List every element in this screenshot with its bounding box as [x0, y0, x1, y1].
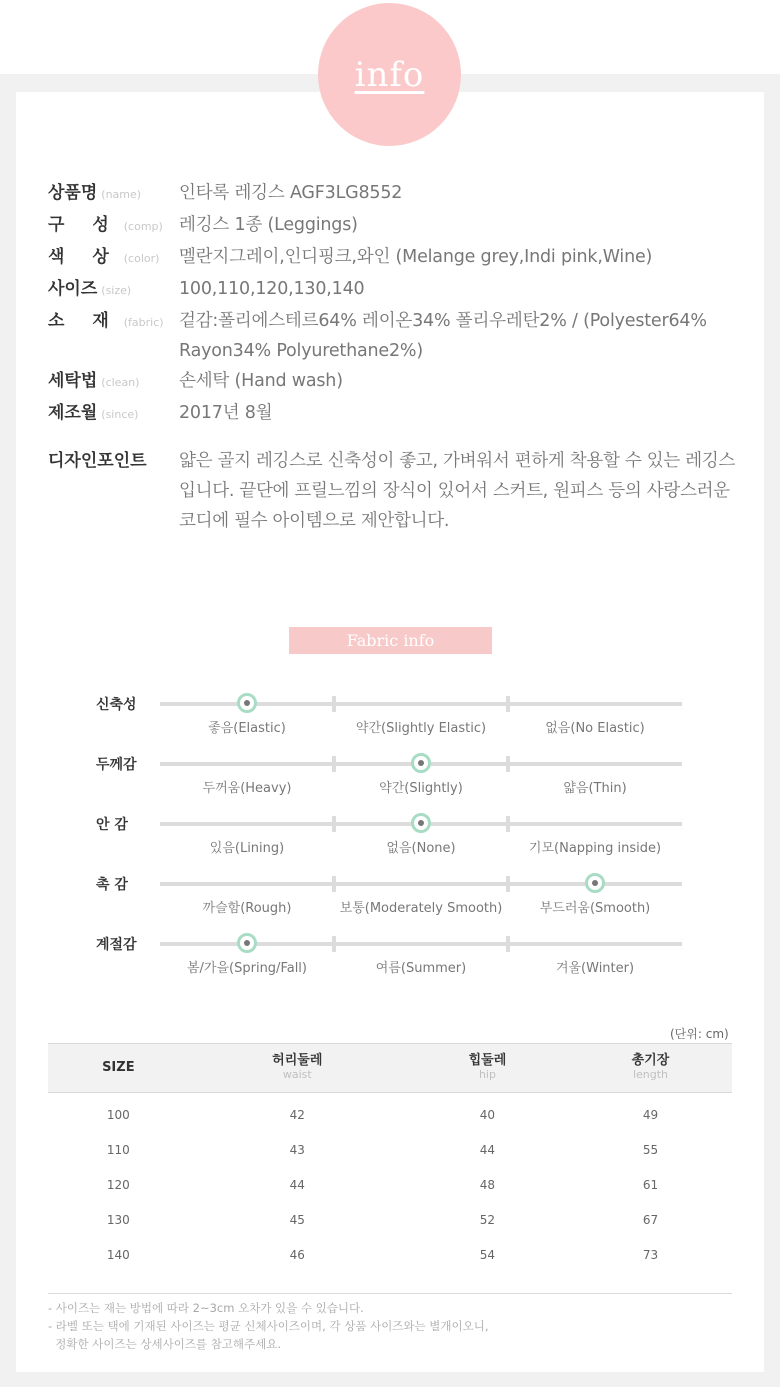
- fabric-option-label: 겨울(Winter): [555, 961, 635, 976]
- table-cell: 42: [289, 1107, 305, 1122]
- spec-row-since: [48, 398, 738, 430]
- spec-row-size: [48, 274, 738, 306]
- spec-key: 제조월: [48, 403, 98, 423]
- header-sub: hip: [478, 1068, 496, 1081]
- table-cell: 130: [106, 1212, 130, 1227]
- spec-key: 소 재: [48, 311, 120, 331]
- table-cell: 44: [289, 1177, 305, 1192]
- fabric-selected-marker: [411, 813, 431, 833]
- size-table: [48, 1043, 732, 1272]
- fabric-row-label: 계절감: [96, 937, 137, 953]
- table-cell: 120: [106, 1177, 130, 1192]
- spec-value: 2017년 8월: [179, 403, 273, 423]
- info-badge-text: info: [354, 54, 425, 95]
- size-unit: (단위: cm): [670, 1027, 729, 1041]
- spec-value: 멜란지그레이,인디핑크,와인 (Melange grey,Indi pink,Wine): [179, 247, 653, 267]
- note-line: - 사이즈는 재는 방법에 따라 2~3cm 오차가 있을 수 있습니다.: [48, 1301, 364, 1315]
- note-line: 정확한 사이즈는 상세사이즈를 참고해주세요.: [48, 1337, 282, 1351]
- fabric-row-label: 안 감: [96, 817, 128, 833]
- fabric-scale-tick: [332, 696, 336, 712]
- spec-key-en: (color): [123, 252, 160, 265]
- spec-key-en: (name): [101, 188, 142, 201]
- fabric-scale-tick: [506, 936, 510, 952]
- fabric-scale-tick: [332, 756, 336, 772]
- size-table-header: [48, 1044, 732, 1093]
- table-cell: 110: [106, 1142, 130, 1157]
- table-cell: 48: [479, 1177, 496, 1192]
- spec-row-fabric: [48, 306, 738, 366]
- fabric-option-label: 까슬함(Rough): [202, 901, 292, 916]
- table-cell: 46: [289, 1247, 305, 1262]
- spec-value: 겉감:폴리에스테르64% 레이온34% 폴리우레탄2% / (Polyester64% Rayon34% Polyurethane2%): [179, 311, 707, 361]
- table-cell: 140: [106, 1247, 130, 1262]
- header-label: 힙둘레: [468, 1053, 507, 1068]
- spec-value: 100,110,120,130,140: [179, 279, 365, 299]
- header-label: 총기장: [631, 1053, 670, 1068]
- fabric-row-label: 두께감: [96, 757, 137, 773]
- spec-key: 상품명: [48, 183, 98, 203]
- spec-row-comp: [48, 210, 738, 242]
- table-cell: 43: [289, 1142, 305, 1157]
- fabric-scale-tick: [506, 876, 510, 892]
- fabric-option-label: 없음(No Elastic): [545, 721, 645, 736]
- size-notes: [48, 1293, 732, 1353]
- fabric-scale-tick: [506, 816, 510, 832]
- fabric-selected-marker: [411, 753, 431, 773]
- fabric-row-label: 신축성: [96, 697, 137, 713]
- spec-key: 세탁법: [48, 371, 98, 391]
- design-point: [48, 446, 738, 536]
- header-label: 허리둘레: [272, 1053, 323, 1068]
- table-cell: 44: [479, 1142, 496, 1157]
- fabric-option-label: 봄/가을(Spring/Fall): [186, 961, 307, 976]
- fabric-option-label: 기모(Napping inside): [528, 841, 662, 856]
- fabric-scale-tick: [332, 876, 336, 892]
- design-point-text: 얇은 골지 레깅스로 신축성이 좋고, 가벼워서 편하게 착용할 수 있는 레깅스입니다. 끝단에 프릴느낌의 장식이 있어서 스커트, 원피스 등의 사랑스러운 코디에 필수 아이템으로 제안합니다.: [179, 451, 736, 531]
- note-line: - 라벨 또는 택에 기재된 사이즈는 평균 신체사이즈이며, 각 상품 사이즈와는 별개이오니,: [48, 1319, 489, 1333]
- table-row: [48, 1202, 732, 1237]
- spec-key-en: (comp): [123, 220, 163, 233]
- spec-value: 인타록 레깅스 AGF3LG8552: [179, 183, 403, 203]
- fabric-option-label: 두꺼움(Heavy): [202, 781, 292, 796]
- fabric-selected-marker: [237, 933, 257, 953]
- fabric-selected-marker: [237, 693, 257, 713]
- fabric-option-label: 있음(Lining): [209, 841, 285, 856]
- spec-key-en: (fabric): [123, 316, 164, 329]
- spec-key-en: (since): [101, 408, 139, 421]
- spec-value: 손세탁 (Hand wash): [179, 371, 343, 391]
- fabric-option-label: 부드러움(Smooth): [539, 901, 651, 916]
- spec-key-en: (clean): [101, 376, 140, 389]
- table-row: [48, 1237, 732, 1272]
- fabric-row-label: 촉 감: [96, 877, 128, 893]
- header-length: [569, 1044, 732, 1093]
- design-point-key: 디자인포인트: [48, 451, 147, 471]
- fabric-option-label: 좋음(Elastic): [208, 721, 286, 736]
- table-cell: 67: [642, 1212, 659, 1227]
- fabric-option-label: 얇음(Thin): [563, 781, 627, 796]
- info-badge: [318, 3, 461, 146]
- header-sub: length: [632, 1068, 668, 1081]
- header-size: [48, 1044, 189, 1093]
- spec-key: 구 성: [48, 215, 120, 235]
- header-waist: [189, 1044, 406, 1093]
- fabric-option-label: 여름(Summer): [375, 961, 467, 976]
- spec-key: 사이즈: [48, 279, 98, 299]
- fabric-scale-tick: [506, 696, 510, 712]
- spec-row-name: [48, 178, 738, 210]
- spec-key: 색 상: [48, 247, 120, 267]
- table-cell: 54: [479, 1247, 496, 1262]
- fabric-scale-tick: [332, 936, 336, 952]
- table-cell: 49: [642, 1107, 659, 1122]
- fabric-selected-marker: [585, 873, 605, 893]
- table-cell: 45: [289, 1212, 305, 1227]
- fabric-option-label: 약간(Slightly Elastic): [355, 721, 487, 736]
- fabric-scale-tick: [332, 816, 336, 832]
- header-label: SIZE: [102, 1060, 135, 1075]
- spec-value: 레깅스 1종 (Leggings): [179, 215, 358, 235]
- header-sub: waist: [282, 1068, 312, 1081]
- table-cell: 73: [642, 1247, 659, 1262]
- table-cell: 61: [642, 1177, 659, 1192]
- fabric-option-label: 없음(None): [386, 841, 456, 856]
- fabric-option-label: 보통(Moderately Smooth): [339, 901, 503, 916]
- header-hip: [406, 1044, 569, 1093]
- spec-list: [48, 178, 738, 430]
- fabric-option-label: 약간(Slightly): [379, 781, 463, 796]
- table-cell: 100: [106, 1107, 130, 1122]
- table-row: [48, 1132, 732, 1167]
- table-row: [48, 1093, 732, 1133]
- fabric-info-title: Fabric info: [289, 627, 492, 654]
- table-row: [48, 1167, 732, 1202]
- spec-row-color: [48, 242, 738, 274]
- table-cell: 52: [479, 1212, 496, 1227]
- table-cell: 55: [642, 1142, 659, 1157]
- spec-row-clean: [48, 366, 738, 398]
- fabric-scale-tick: [506, 756, 510, 772]
- spec-key-en: (size): [101, 284, 132, 297]
- table-cell: 40: [479, 1107, 496, 1122]
